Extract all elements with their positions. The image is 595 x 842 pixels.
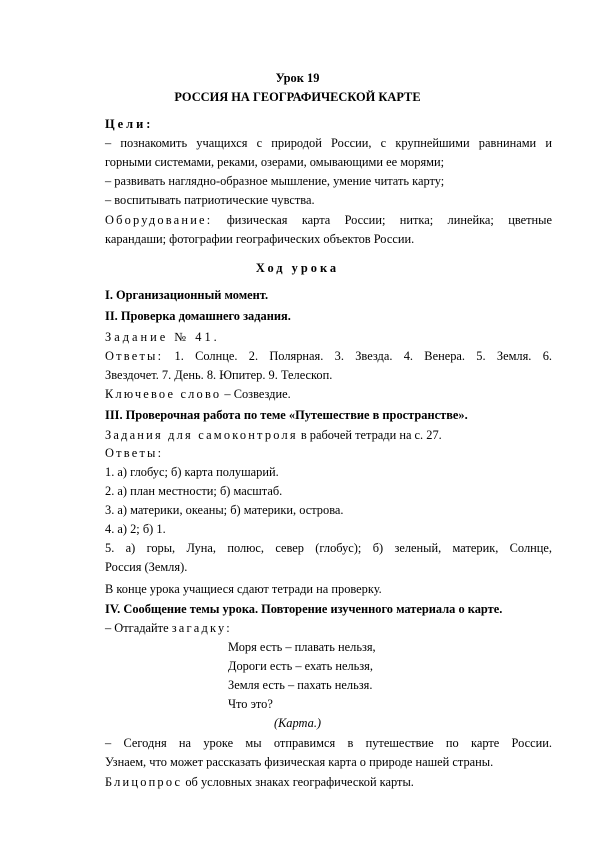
riddle-line-4: Что это?: [228, 697, 273, 711]
riddle-intro-word: загадку:: [171, 621, 232, 635]
notebooks-line: В конце урока учащиеся сдают тетради на проверку.: [105, 582, 382, 596]
equipment-label: Оборудование:: [105, 213, 213, 227]
answers-text: 1. Солнце. 2. Полярная. 3. Звезда. 4. Венера. 5. Земля. 6.: [174, 349, 552, 363]
answer-line-4: 4. а) 2; б) 1.: [105, 522, 166, 536]
keyword-label: Ключевое слово: [105, 387, 222, 401]
riddle-line-2: Дороги есть – ехать нельзя,: [228, 659, 373, 673]
goals-heading: Цели:: [105, 117, 154, 131]
answer-line-1: 1. а) глобус; б) карта полушарий.: [105, 465, 279, 479]
closing-line-2: Узнаем, что может рассказать физическая карта о природе нашей страны.: [105, 755, 494, 769]
self-control-line: [105, 428, 442, 443]
keyword-value: – Созвездие.: [224, 387, 291, 401]
self-control-text: в рабочей тетради на с. 27.: [300, 428, 442, 442]
course-heading: Ход урока: [255, 261, 340, 275]
task-41: Задание № 41.: [105, 330, 220, 344]
section-4-heading: IV. Сообщение темы урока. Повторение изученного материала о карте.: [105, 602, 503, 616]
section-3-heading: III. Проверочная работа по теме «Путешествие в пространстве».: [105, 408, 468, 422]
goal-line-1: – познакомить учащихся с природой России, с крупнейшими равнинами и: [105, 136, 552, 150]
answer-line-2: 2. а) план местности; б) масштаб.: [105, 484, 283, 498]
answer-5-line-2: Россия (Земля).: [105, 560, 188, 574]
answer-5-line-1: 5. а) горы, Луна, полюс, север (глобус); б) зеленый, материк, Солнце,: [105, 541, 552, 555]
goal-line-2: горными системами, реками, озерами, омывающими ее морями;: [105, 155, 445, 169]
equipment-line-2: карандаши; фотографии географических объектов России.: [105, 232, 415, 246]
equipment-text: физическая карта России; нитка; линейка; цветные: [226, 213, 552, 227]
riddle-intro: [105, 621, 232, 636]
section-2-heading: II. Проверка домашнего задания.: [105, 309, 291, 323]
answers-label: Ответы:: [105, 349, 164, 363]
riddle-line-3: Земля есть – пахать нельзя.: [228, 678, 373, 692]
blitz-text: об условных знаках географической карты.: [185, 775, 414, 789]
goal-line-3: – развивать наглядно-образное мышление, умение читать карту;: [105, 174, 445, 188]
answers-line-1: [105, 349, 552, 364]
goal-line-4: – воспитывать патриотические чувства.: [105, 193, 315, 207]
riddle-line-1: Моря есть – плавать нельзя,: [228, 640, 376, 654]
blitz-line: [105, 775, 414, 790]
lesson-number: Урок 19: [275, 71, 320, 85]
closing-line-1: – Сегодня на уроке мы отправимся в путешествие по карте России.: [105, 736, 552, 750]
answers-2-label: Ответы:: [105, 446, 164, 460]
self-control-label: Задания для самоконтроля: [105, 428, 298, 442]
keyword-line: [105, 387, 291, 402]
equipment-line-1: [105, 213, 552, 228]
riddle-intro-prefix: – Отгадайте: [105, 621, 169, 635]
answers-line-2: Звездочет. 7. День. 8. Юпитер. 9. Телескоп.: [105, 368, 333, 382]
answer-line-3: 3. а) материки, океаны; б) материки, острова.: [105, 503, 344, 517]
lesson-title: РОССИЯ НА ГЕОГРАФИЧЕСКОЙ КАРТЕ: [174, 90, 421, 104]
blitz-label: Блицопрос: [105, 775, 183, 789]
riddle-answer: (Карта.): [273, 716, 322, 730]
section-1-heading: I. Организационный момент.: [105, 288, 269, 302]
